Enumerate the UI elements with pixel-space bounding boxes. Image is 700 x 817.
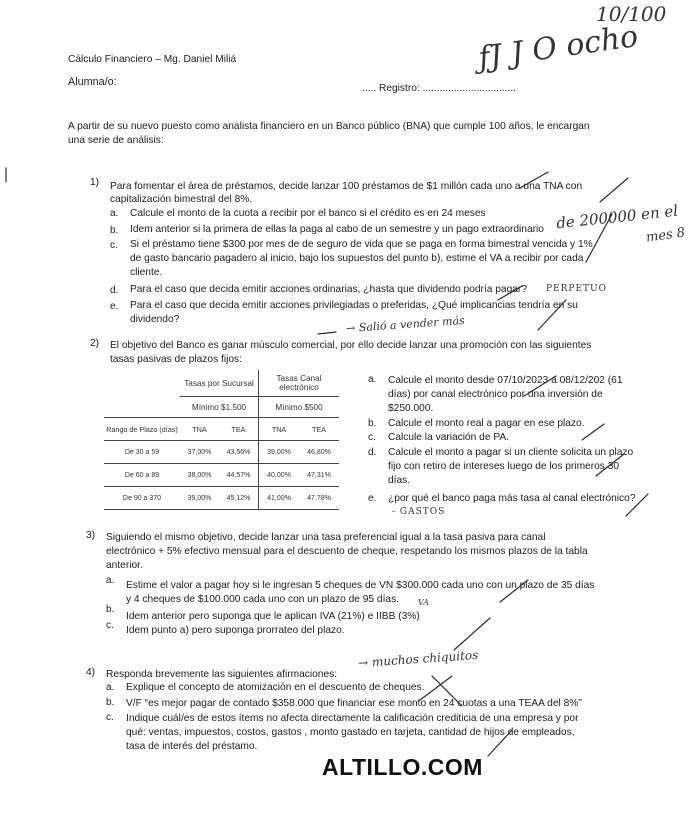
q1-a-text: Calcule el monto de la cuota a recibir por el banco si el crédito es en 24 meses bbox=[130, 208, 486, 219]
q4-line-1: Responda brevemente las siguientes afirmaciones: bbox=[106, 669, 338, 680]
q4-c-letter: c. bbox=[106, 712, 114, 723]
watermark-logo: ALTILLO.COM bbox=[322, 754, 483, 780]
q2-line-1: El objetivo del Banco es ganar músculo comercial, por ello decide lanzar una promoción con las siguientes bbox=[110, 340, 592, 351]
q1-c-line-1: Si el préstamo tiene $300 por mes de de seguro de vida que se paga en forma bimestral vencida y 1% bbox=[130, 239, 593, 250]
q3-b-letter: b. bbox=[106, 604, 115, 615]
q2-b-letter: b. bbox=[368, 418, 377, 429]
q1-handwritten-2: mes 8 bbox=[645, 225, 686, 246]
q1-b-text: Idem anterior si la primera de ellas la paga al cabo de un semestre y un pago extraordinario bbox=[130, 224, 544, 235]
q4-b-letter: b. bbox=[106, 697, 115, 708]
q3-a-letter: a. bbox=[106, 575, 115, 586]
q2-e-text: ¿por qué el banco paga más tasa al canal electrónico? bbox=[388, 493, 636, 504]
check-mark bbox=[488, 730, 512, 756]
q4-number: 4) bbox=[86, 667, 96, 678]
q3-handwritten-1: VA bbox=[418, 598, 430, 607]
col-header-tna-online: TNA bbox=[259, 418, 300, 441]
q1-handwritten-4: → Salió a vender más bbox=[345, 313, 466, 336]
q2-line-2: tasas pasivas de plazos fijos: bbox=[110, 354, 242, 365]
table-cell: De 90 a 370 bbox=[104, 487, 180, 510]
q1-line-2: capitalización bimestral del 8%. bbox=[110, 194, 253, 205]
q2-number: 2) bbox=[90, 338, 100, 349]
q2-c-text: Calcule la variación de PA. bbox=[388, 432, 509, 443]
q1-line-1: Para fomentar el área de préstamos, decide lanzar 100 préstamos de $1 millón cada uno a una TNA con bbox=[110, 181, 583, 192]
q2-a-letter: a. bbox=[368, 374, 377, 385]
q3-line-1: Siguiendo el mismo objetivo, decide lanzar una tasa preferencial igual a la tasa pasiva para canal bbox=[106, 532, 546, 543]
q3-c-letter: c. bbox=[106, 620, 114, 631]
table-cell: 38,00% bbox=[180, 464, 219, 487]
table-cell: 37,00% bbox=[180, 441, 219, 464]
col-header-tea-online: TEA bbox=[299, 418, 339, 441]
handwritten-grade: 10/100 bbox=[596, 2, 667, 26]
table-cell: 40,00% bbox=[259, 464, 300, 487]
check-mark bbox=[500, 580, 528, 602]
table-cell: 47,78% bbox=[299, 487, 339, 510]
q1-c-line-3: cliente. bbox=[130, 267, 163, 278]
q1-handwritten-1: de 200000 en el bbox=[555, 201, 679, 233]
check-mark bbox=[538, 300, 566, 330]
q3-line-3: anterior. bbox=[106, 560, 143, 571]
q4-c-line-3: tasa de interés del préstamo. bbox=[126, 741, 258, 752]
intro-line-1: A partir de su nuevo puesto como analista financiero en un Banco público (BNA) que cumple 100 años, le encargan bbox=[68, 121, 590, 132]
q4-handwritten-1: → muchos chiquitos bbox=[357, 647, 479, 671]
q2-e-letter: e. bbox=[368, 493, 377, 504]
table-cell: 39,00% bbox=[180, 487, 219, 510]
table-cell: De 30 a 59 bbox=[104, 441, 180, 464]
student-label: Alumna/o: bbox=[68, 76, 117, 88]
q2-d-line-2: fijo con retiro de intereses luego de los primeros 30 bbox=[388, 461, 620, 472]
q1-a-letter: a. bbox=[110, 208, 119, 219]
q3-a-line-2: y 4 cheques de $100.000 cada uno con un plazo de 95 días. bbox=[126, 594, 400, 605]
q4-b-text: V/F “es mejor pagar de contado $358.000 que financiar ese monto en 24 cuotas a una TEAA del 8%” bbox=[126, 698, 582, 709]
q1-d-letter: d. bbox=[110, 285, 119, 296]
handwritten-name: ƒJ J O ocho bbox=[476, 18, 641, 77]
table-cell: 47,31% bbox=[299, 464, 339, 487]
q1-b-letter: b. bbox=[110, 225, 119, 236]
q3-b-text: Idem anterior pero suponga que le aplican IVA (21%) e IIBB (3%) bbox=[126, 611, 420, 622]
minimum-online: Mínimo $500 bbox=[259, 397, 340, 418]
course-title: Cálculo Financiero – Mg. Daniel Miliá bbox=[68, 54, 237, 65]
table-cell: De 60 a 89 bbox=[104, 464, 180, 487]
q3-number: 3) bbox=[86, 530, 96, 541]
q1-e-letter: e. bbox=[110, 301, 119, 312]
registry-label: ..... Registro: ................................. bbox=[362, 83, 516, 94]
q2-a-line-3: $250.000. bbox=[388, 403, 434, 414]
table-cell: 45,12% bbox=[219, 487, 259, 510]
q2-handwritten-1: - GASTOS bbox=[392, 507, 446, 517]
check-mark bbox=[596, 454, 624, 476]
q2-b-text: Calcule el monto real a pagar en ese plazo. bbox=[388, 418, 585, 429]
q2-d-line-3: días. bbox=[388, 475, 411, 486]
check-mark bbox=[432, 676, 462, 706]
q1-d-text: Para el caso que decida emitir acciones ordinarias, ¿hasta que dividendo podría pagar? bbox=[130, 284, 527, 295]
q2-d-line-1: Calcule el monto a pagar si un cliente solicita un plazo bbox=[388, 447, 634, 458]
check-mark bbox=[600, 178, 628, 202]
check-mark bbox=[626, 494, 648, 516]
q1-handwritten-3: PERPETUO bbox=[546, 284, 607, 294]
group-header-branch: Tasas por Sucursal bbox=[180, 370, 259, 397]
check-mark bbox=[586, 214, 612, 262]
q4-a-letter: a. bbox=[106, 682, 115, 693]
check-mark bbox=[498, 286, 522, 300]
q2-c-letter: c. bbox=[368, 432, 376, 443]
q1-e-line-2: dividendo? bbox=[130, 314, 180, 325]
group-header-online: Tasas Canal electrónico bbox=[259, 370, 340, 397]
check-mark bbox=[582, 424, 604, 440]
intro-line-2: una serie de análisis: bbox=[68, 135, 164, 146]
q3-a-line-1: Estime el valor a pagar hoy si le ingresan 5 cheques de VN $300.000 cada uno con un plazo de 35 días bbox=[126, 580, 595, 591]
col-header-range: Rango de Plazo (días) bbox=[104, 418, 180, 441]
q1-number: 1) bbox=[90, 177, 100, 188]
minimum-branch: Mínimo $1.500 bbox=[180, 397, 259, 418]
q1-c-line-2: de gasto bancario pagadero al inicio, bajo los supuestos del punto b), estime el VA a recibir por cada bbox=[130, 253, 584, 264]
q2-a-line-1: Calcule el monto desde 07/10/2023 a 08/12/202 (61 bbox=[388, 375, 623, 386]
q4-c-line-2: qué: ventas, impuestos, costos, gastos , monto gastado en tarjeta, cantidad de hijos de empleados, bbox=[126, 727, 575, 738]
q1-e-line-1: Para el caso que decida emitir acciones privilegiadas o preferidas, ¿Qué implicancias tendría en su bbox=[130, 300, 578, 311]
col-header-tea-branch: TEA bbox=[219, 418, 259, 441]
check-mark bbox=[454, 618, 490, 650]
q4-c-line-1: Indique cuál/es de estos ítems no afecta directamente la calificación crediticia de una empresa y por bbox=[126, 713, 579, 724]
check-mark bbox=[520, 172, 548, 188]
col-header-tna-branch: TNA bbox=[180, 418, 219, 441]
table-cell: 39,00% bbox=[259, 441, 300, 464]
q3-line-2: electrónico + 5% efectivo mensual para el descuento de cheque, respetando los mismos plazos de la tabla bbox=[106, 546, 588, 557]
table-cell: 43,56% bbox=[219, 441, 259, 464]
table-cell: 44,57% bbox=[219, 464, 259, 487]
q1-c-letter: c. bbox=[110, 240, 118, 251]
q2-a-line-2: días) por canal electrónico por una inversión de bbox=[388, 389, 603, 400]
check-mark bbox=[524, 376, 556, 396]
q2-d-letter: d. bbox=[368, 447, 377, 458]
table-cell: 46,80% bbox=[299, 441, 339, 464]
table-cell: 41,00% bbox=[259, 487, 300, 510]
q3-c-text: Idem punto a) pero suponga prorrateo del plazo. bbox=[126, 625, 345, 636]
q4-a-text: Explique el concepto de atomización en el descuento de cheques. bbox=[126, 682, 425, 693]
